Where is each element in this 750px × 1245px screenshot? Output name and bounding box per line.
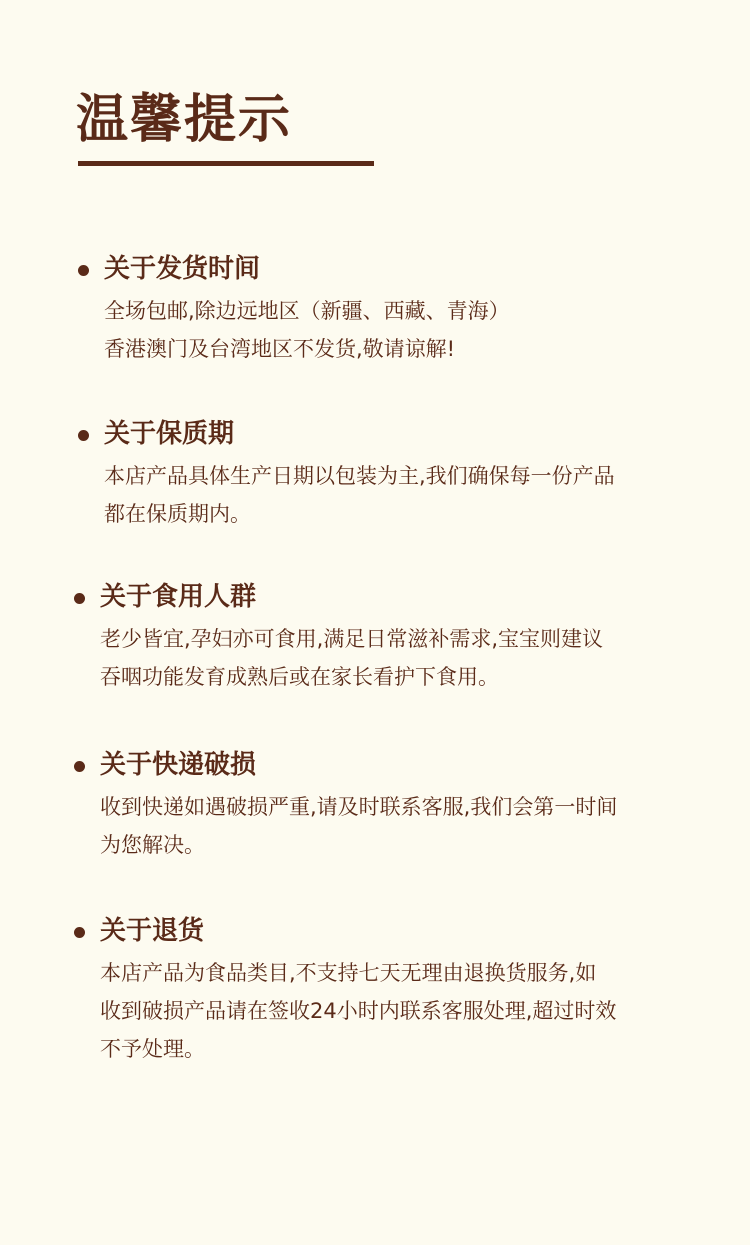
- section-body: [100, 788, 680, 864]
- section-target-group: [74, 580, 674, 700]
- section-heading: 关于退货: [100, 916, 205, 946]
- page-title: 温馨提示: [76, 90, 293, 150]
- section-body: [104, 292, 684, 368]
- section-body: [100, 620, 680, 696]
- bullet-dot: [78, 430, 89, 441]
- bullet-dot: [74, 927, 85, 938]
- section-returns: [74, 914, 674, 1074]
- title-underline: [78, 161, 374, 166]
- section-heading: 关于保质期: [104, 419, 235, 449]
- section-body: [104, 457, 684, 533]
- section-damaged-parcel: [74, 748, 674, 868]
- section-heading: 关于快递破损: [100, 750, 257, 780]
- bullet-dot: [74, 593, 85, 604]
- section-heading: 关于发货时间: [104, 254, 261, 284]
- body-line: 本店产品具体生产日期以包装为主,我们确保每一份产品: [104, 464, 615, 488]
- body-line: 都在保质期内。: [104, 502, 251, 526]
- bullet-dot: [78, 265, 89, 276]
- section-shipping-time: [78, 252, 678, 372]
- section-shelf-life: [78, 417, 678, 537]
- body-line: 不予处理。: [100, 1037, 205, 1061]
- body-line: 老少皆宜,孕妇亦可食用,满足日常滋补需求,宝宝则建议: [100, 627, 604, 651]
- body-line: 为您解决。: [100, 833, 205, 857]
- body-line: 收到快递如遇破损严重,请及时联系客服,我们会第一时间: [100, 795, 618, 819]
- body-line: 吞咽功能发育成熟后或在家长看护下食用。: [100, 665, 499, 689]
- section-body: [100, 954, 680, 1068]
- body-line: 全场包邮,除边远地区（新疆、西藏、青海）: [104, 299, 510, 323]
- section-heading: 关于食用人群: [100, 582, 257, 612]
- body-line: 香港澳门及台湾地区不发货,敬请谅解!: [104, 337, 456, 361]
- bullet-dot: [74, 761, 85, 772]
- body-line: 本店产品为食品类目,不支持七天无理由退换货服务,如: [100, 961, 597, 985]
- body-line: 收到破损产品请在签收24小时内联系客服处理,超过时效: [100, 999, 617, 1023]
